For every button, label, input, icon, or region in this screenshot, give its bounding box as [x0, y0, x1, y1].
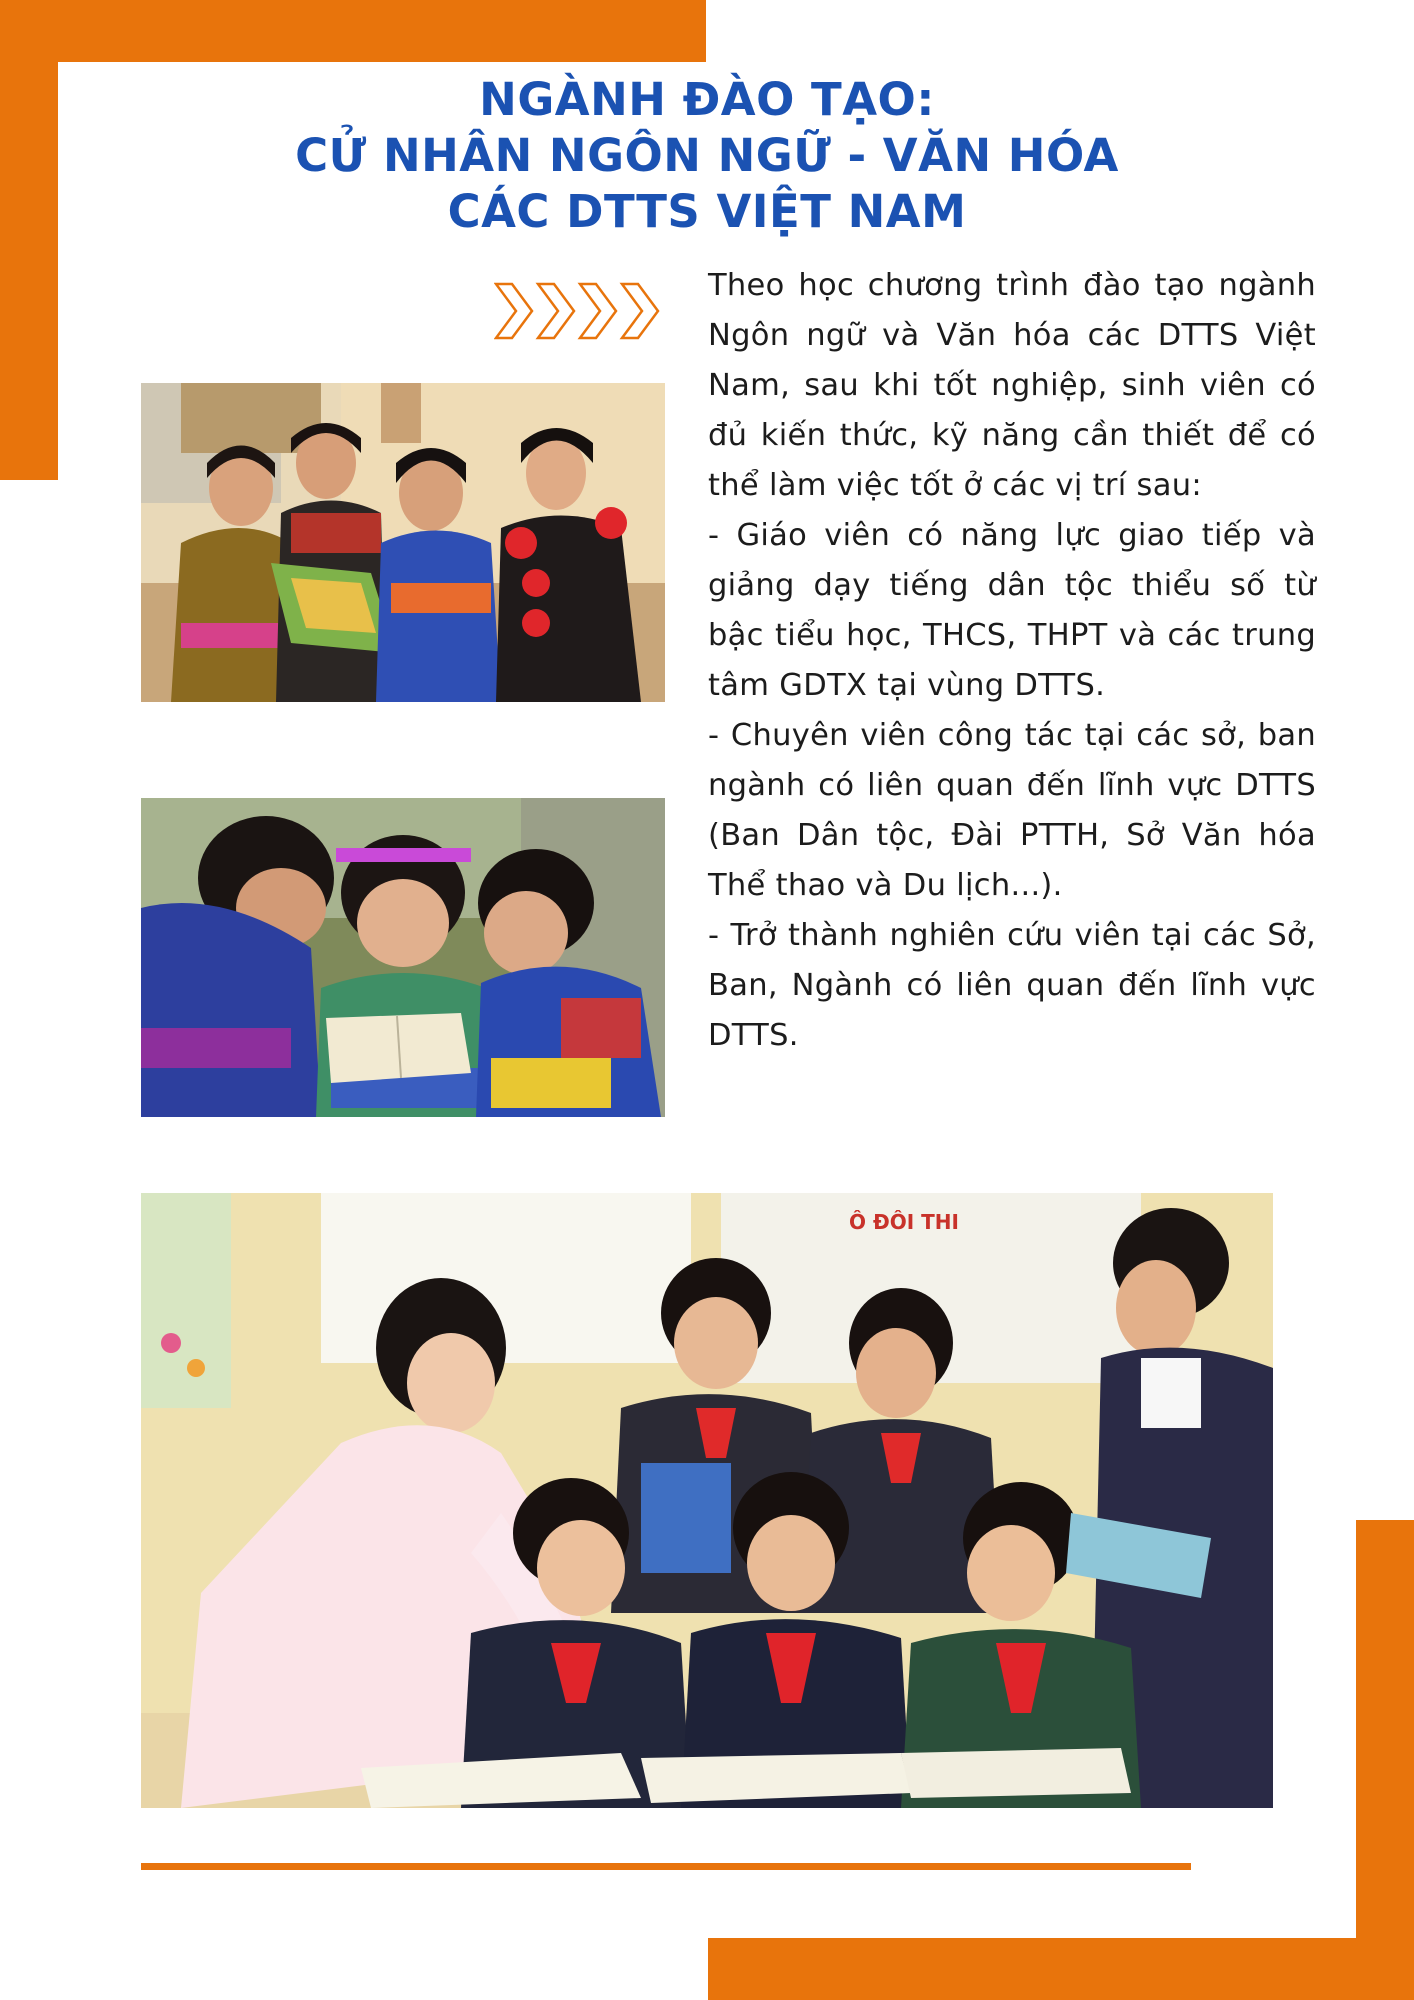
- photo-girls-reading-magazine: [141, 383, 665, 702]
- page-title: [140, 72, 1274, 240]
- title-line-1: NGÀNH ĐÀO TẠO:: [479, 73, 935, 126]
- title-line-3: CÁC DTTS VIỆT NAM: [447, 185, 967, 238]
- frame-top-bar: [0, 0, 706, 62]
- chevrons-right-icon: [494, 278, 670, 344]
- intro-paragraph: Theo học chương trình đào tạo ngành Ngôn ngữ và Văn hóa các DTTS Việt Nam, sau khi tốt nghiệp, sinh viên có đủ kiến thức, kỹ năng cần thiết để có thể làm việc tốt ở các vị trí sau:: [708, 268, 1316, 503]
- career-description: [708, 261, 1316, 1061]
- frame-bottom-bar: [708, 1938, 1414, 2000]
- title-line-2: CỬ NHÂN NGÔN NGỮ - VĂN HÓA: [295, 129, 1119, 182]
- photo-classroom-teacher-students: [141, 1193, 1273, 1808]
- position-teacher: - Giáo viên có năng lực giao tiếp và giảng dạy tiếng dân tộc thiểu số từ bậc tiểu học, THCS, THPT và các trung tâm GDTX tại vùng DTTS.: [708, 518, 1316, 703]
- position-specialist: - Chuyên viên công tác tại các sở, ban ngành có liên quan đến lĩnh vực DTTS (Ban Dân tộc, Đài PTTH, Sở Văn hóa Thể thao và Du lịch...).: [708, 718, 1316, 903]
- bottom-rule: [141, 1863, 1191, 1870]
- frame-left-bar: [0, 0, 58, 480]
- photo-children-reading-book: [141, 798, 665, 1117]
- classroom-sign: Ô ĐÔI THI: [849, 1210, 959, 1234]
- frame-right-bar: [1356, 1520, 1414, 2000]
- position-researcher: - Trở thành nghiên cứu viên tại các Sở, Ban, Ngành có liên quan đến lĩnh vực DTTS.: [708, 918, 1316, 1053]
